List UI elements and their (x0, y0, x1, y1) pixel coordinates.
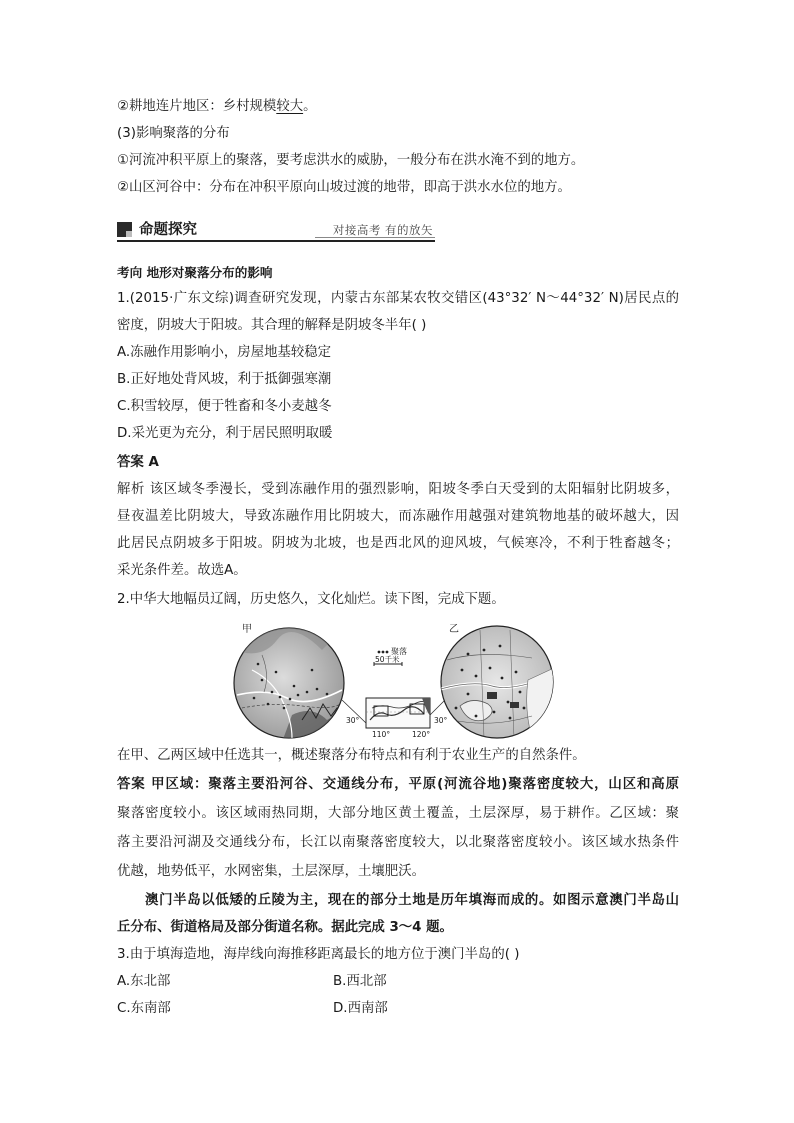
q2-answer-line2: 聚落密度较小。该区域雨热同期，大部分地区黄土覆盖，土层深厚，易于耕作。乙区域：聚 (117, 806, 679, 821)
section-heading: 考向 地形对聚落分布的影响 (117, 265, 273, 280)
map-jia-circle (232, 620, 344, 742)
q1-explanation-line3: 此居民点阴坡多于阳坡。阴坡为北坡，也是西北风的迎风坡，气候寒冷，不利于牲畜越冬； (117, 536, 679, 551)
lat-label-left: 30° (346, 716, 360, 725)
q2-answer-line1: 答案 甲区域：聚落主要沿河谷、交通线分布，平原(河流谷地)聚落密度较大，山区和高原 (117, 777, 679, 792)
q1-stem-line2: 密度，阴坡大于阳坡。其合理的解释是阴坡冬半年( ) (117, 318, 427, 333)
map-figure (232, 620, 562, 742)
q1-option-c: C.积雪较厚，便于牲畜和冬小麦越冬 (117, 399, 332, 414)
map-yi-circle (437, 626, 554, 738)
legend-scale-label: 50千米 (375, 655, 400, 664)
q3-option-d: D.西南部 (333, 1001, 388, 1016)
map-label-jia: 甲 (242, 624, 252, 635)
section-banner (117, 220, 435, 242)
q2-answer-line3: 落主要沿河湖及交通线分布，长江以南聚落密度较大，以北聚落密度较小。该区域水热条件 (117, 835, 679, 850)
q1-explanation-line2: 昼夜温差比阴坡大，导致冻融作用比阴坡大，而冻融作用越强对建筑物地基的破坏越大，因 (117, 509, 679, 524)
q2-task: 在甲、乙两区域中任选其一，概述聚落分布特点和有利于农业生产的自然条件。 (117, 748, 586, 763)
lat-label-right: 30° (434, 716, 448, 725)
q1-stem-line1: 1.(2015·广东文综)调查研究发现，内蒙古东部某农牧交错区(43°32′ N～44°32′ N)居民点的 (117, 291, 679, 306)
legend-settlement-label: 聚落 (391, 647, 407, 656)
q1-answer: 答案 A (117, 455, 159, 470)
map-label-yi: 乙 (449, 624, 459, 635)
banner-subtitle: 对接高考 有的放矢 (332, 223, 433, 237)
q1-option-b: B.正好地处背风坡，利于抵御强寒潮 (117, 372, 332, 387)
macau-intro-line2: 丘分布、街道格局及部分街道名称。据此完成 3～4 题。 (117, 920, 453, 935)
lon-label-left: 110° (372, 730, 391, 739)
q1-explanation-line4: 采光条件差。故选A。 (117, 563, 247, 578)
q3-option-b: B.西北部 (333, 974, 387, 989)
q1-option-d: D.采光更为充分，利于居民照明取暖 (117, 426, 333, 441)
q1-explanation-line1: 解析 该区域冬季漫长，受到冻融作用的强烈影响，阳坡冬季白天受到的太阳辐射比阴坡多， (117, 482, 679, 497)
text-line-farmland: ②耕地连片地区：乡村规模较大。 (117, 99, 317, 114)
q1-option-a: A.冻融作用影响小，房屋地基较稳定 (117, 345, 332, 360)
map-figure-svg (232, 620, 562, 742)
china-locator-map (366, 698, 430, 728)
text-line-valley: ②山区河谷中：分布在冲积平原向山坡过渡的地带，即高于洪水水位的地方。 (117, 180, 571, 195)
q3-option-c: C.东南部 (117, 1001, 171, 1016)
macau-intro-line1: 澳门半岛以低矮的丘陵为主，现在的部分土地是历年填海而成的。如图示意澳门半岛山 (145, 893, 679, 908)
q2-stem: 2.中华大地幅员辽阔，历史悠久，文化灿烂。读下图，完成下题。 (117, 592, 505, 607)
q3-option-a: A.东北部 (117, 974, 171, 989)
underlined-text: 较大 (276, 99, 304, 114)
q3-stem: 3.由于填海造地，海岸线向海推移距离最长的地方位于澳门半岛的( ) (117, 947, 520, 962)
text-line-floodplain: ①河流冲积平原上的聚落，要考虑洪水的威胁，一般分布在洪水淹不到的地方。 (117, 153, 585, 168)
banner-thin-rule (315, 237, 435, 238)
lon-label-right: 120° (412, 730, 431, 739)
banner-square-icon (117, 222, 132, 237)
banner-title: 命题探究 (139, 222, 197, 238)
banner-rule (117, 240, 435, 242)
q2-answer-line4: 优越，地势低平，水网密集，土层深厚，土壤肥沃。 (117, 864, 425, 879)
subheading-distribution: (3)影响聚落的分布 (117, 126, 230, 141)
